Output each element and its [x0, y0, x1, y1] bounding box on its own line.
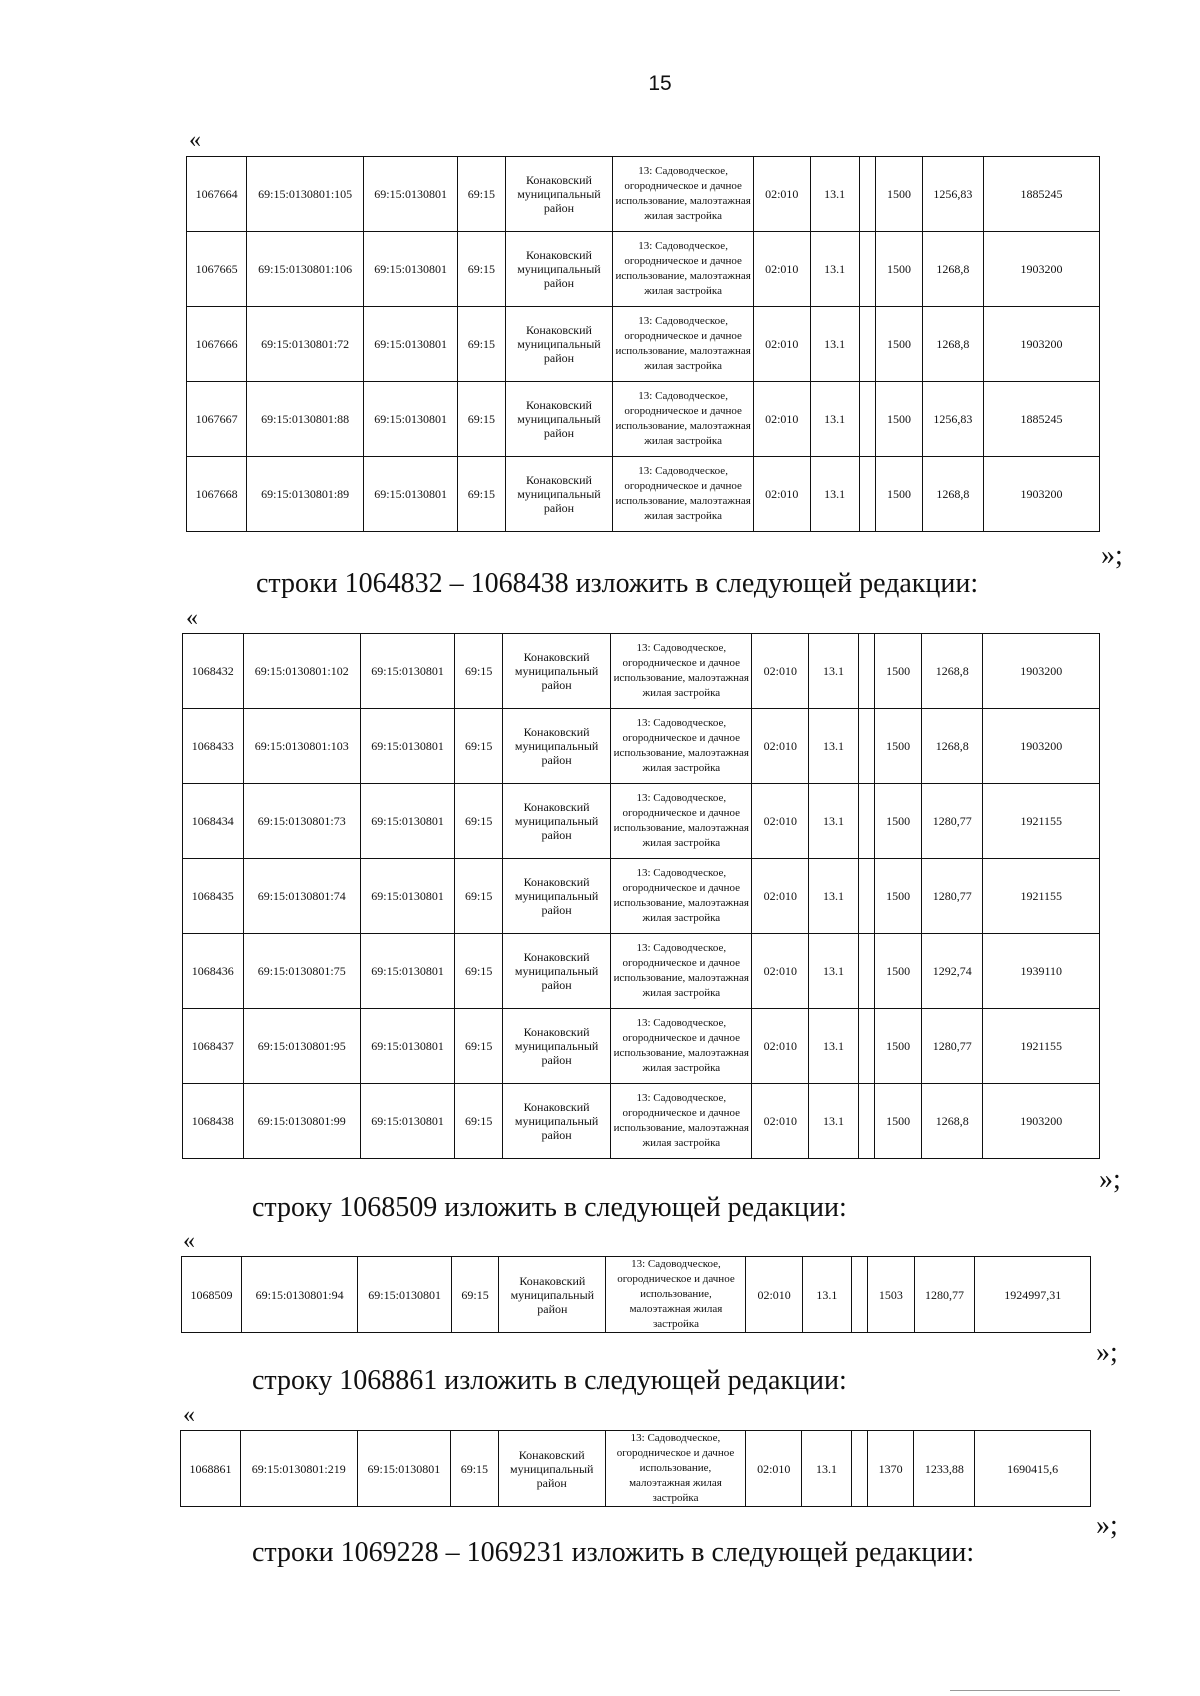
- cell-empty: [858, 709, 875, 784]
- cell-id: 1068509: [182, 1257, 242, 1333]
- cell-use: 13: Садоводческое, огородническое и дачное использование, малоэтажная жилая застройка: [613, 307, 754, 382]
- cell-group: 13.1: [810, 157, 859, 232]
- table-section-1: [182, 633, 1100, 1159]
- cell-code: 02:010: [752, 634, 809, 709]
- cell-district: Конаковский муниципальный район: [505, 307, 613, 382]
- cell-id: 1067668: [187, 457, 247, 532]
- cell-empty: [858, 859, 875, 934]
- cell-empty: [859, 157, 875, 232]
- cell-empty: [859, 457, 875, 532]
- cell-group: 13.1: [802, 1431, 851, 1507]
- cell-cad: 69:15:0130801:103: [243, 709, 360, 784]
- cell-block: 69:15:0130801: [360, 1009, 454, 1084]
- cell-block: 69:15:0130801: [360, 1084, 454, 1159]
- cell-district: Конаковский муниципальный район: [499, 1257, 606, 1333]
- cell-dist: 69:15: [455, 1009, 503, 1084]
- cell-id: 1068432: [183, 634, 244, 709]
- cell-district: Конаковский муниципальный район: [503, 634, 611, 709]
- instruction-text: строки 1064832 – 1068438 изложить в следующей редакции:: [256, 568, 979, 599]
- instruction-text: строки 1069228 – 1069231 изложить в следующей редакции:: [252, 1537, 975, 1568]
- cell-value: 1924997,31: [975, 1257, 1091, 1333]
- cell-spec: 1280,77: [922, 784, 983, 859]
- cell-empty: [858, 634, 875, 709]
- cell-block: 69:15:0130801: [360, 634, 454, 709]
- cell-id: 1068437: [183, 1009, 244, 1084]
- cell-code: 02:010: [746, 1257, 802, 1333]
- table-row: [181, 1431, 1091, 1507]
- cell-spec: 1268,8: [922, 307, 983, 382]
- cell-value: 1903200: [983, 634, 1100, 709]
- table-row: [187, 382, 1100, 457]
- cell-dist: 69:15: [455, 634, 503, 709]
- table-row: [183, 709, 1100, 784]
- cell-group: 13.1: [809, 784, 859, 859]
- cell-use: 13: Садоводческое, огородническое и дачное использование, малоэтажная жилая застройка: [611, 1009, 752, 1084]
- cell-use: 13: Садоводческое, огородническое и дачное использование, малоэтажная жилая застройка: [605, 1431, 745, 1507]
- cell-group: 13.1: [810, 382, 859, 457]
- quote-close: »;: [1101, 540, 1123, 571]
- quote-open: «: [186, 605, 198, 631]
- cell-code: 02:010: [753, 457, 810, 532]
- cell-code: 02:010: [753, 307, 810, 382]
- cell-use: 13: Садоводческое, огородническое и дачное использование, малоэтажная жилая застройка: [611, 634, 752, 709]
- cell-block: 69:15:0130801: [364, 457, 458, 532]
- cell-area: 1500: [875, 1009, 922, 1084]
- cell-dist: 69:15: [458, 382, 505, 457]
- cell-id: 1068436: [183, 934, 244, 1009]
- cell-value: 1939110: [983, 934, 1100, 1009]
- cell-empty: [858, 1084, 875, 1159]
- cell-use: 13: Садоводческое, огородническое и дачное использование, малоэтажная жилая застройка: [613, 382, 754, 457]
- table-row: [187, 307, 1100, 382]
- cell-id: 1068861: [181, 1431, 241, 1507]
- quote-close: »;: [1096, 1337, 1118, 1368]
- cell-block: 69:15:0130801: [358, 1257, 452, 1333]
- cell-block: 69:15:0130801: [360, 859, 454, 934]
- cell-spec: 1280,77: [914, 1257, 975, 1333]
- cell-area: 1500: [875, 634, 922, 709]
- cell-cad: 69:15:0130801:72: [247, 307, 364, 382]
- cell-district: Конаковский муниципальный район: [503, 1009, 611, 1084]
- cell-empty: [851, 1431, 867, 1507]
- table-row: [182, 1257, 1091, 1333]
- cell-district: Конаковский муниципальный район: [498, 1431, 605, 1507]
- cell-area: 1503: [868, 1257, 914, 1333]
- cell-dist: 69:15: [455, 934, 503, 1009]
- cell-dist: 69:15: [458, 307, 505, 382]
- cell-empty: [858, 784, 875, 859]
- cell-block: 69:15:0130801: [360, 784, 454, 859]
- cell-area: 1370: [867, 1431, 913, 1507]
- cell-use: 13: Садоводческое, огородническое и дачное использование, малоэтажная жилая застройка: [611, 859, 752, 934]
- cell-value: 1903200: [983, 307, 1099, 382]
- cell-value: 1921155: [983, 784, 1100, 859]
- quote-close: »;: [1096, 1510, 1118, 1541]
- cell-district: Конаковский муниципальный район: [503, 934, 611, 1009]
- cell-spec: 1292,74: [922, 934, 983, 1009]
- cell-area: 1500: [876, 382, 923, 457]
- cell-cad: 69:15:0130801:89: [247, 457, 364, 532]
- instruction-text: строку 1068509 изложить в следующей редакции:: [252, 1192, 847, 1223]
- cell-empty: [859, 382, 875, 457]
- cell-empty: [859, 307, 875, 382]
- cell-value: 1903200: [983, 457, 1099, 532]
- table-row: [187, 157, 1100, 232]
- cell-block: 69:15:0130801: [357, 1431, 451, 1507]
- cell-value: 1903200: [983, 1084, 1100, 1159]
- cell-area: 1500: [876, 232, 923, 307]
- cell-id: 1068435: [183, 859, 244, 934]
- table-section-2: [181, 1256, 1091, 1333]
- cell-dist: 69:15: [455, 784, 503, 859]
- cell-group: 13.1: [810, 307, 859, 382]
- cell-block: 69:15:0130801: [364, 232, 458, 307]
- cell-value: 1903200: [983, 232, 1099, 307]
- cell-id: 1068434: [183, 784, 244, 859]
- cell-cad: 69:15:0130801:88: [247, 382, 364, 457]
- table-row: [183, 784, 1100, 859]
- quote-open: «: [183, 1228, 195, 1254]
- cell-group: 13.1: [810, 232, 859, 307]
- quote-open: «: [189, 127, 201, 153]
- cell-dist: 69:15: [455, 1084, 503, 1159]
- table-row: [183, 934, 1100, 1009]
- cell-spec: 1268,8: [922, 232, 983, 307]
- cell-dist: 69:15: [458, 232, 505, 307]
- cell-value: 1921155: [983, 1009, 1100, 1084]
- cell-block: 69:15:0130801: [364, 157, 458, 232]
- cell-id: 1067666: [187, 307, 247, 382]
- table-row: [183, 1009, 1100, 1084]
- cell-district: Конаковский муниципальный район: [503, 1084, 611, 1159]
- cell-cad: 69:15:0130801:99: [243, 1084, 360, 1159]
- quote-open: «: [183, 1402, 195, 1428]
- cell-code: 02:010: [753, 382, 810, 457]
- cell-spec: 1280,77: [922, 859, 983, 934]
- cell-value: 1885245: [983, 382, 1099, 457]
- cell-spec: 1280,77: [922, 1009, 983, 1084]
- cell-id: 1068433: [183, 709, 244, 784]
- cell-use: 13: Садоводческое, огородническое и дачное использование, малоэтажная жилая застройка: [613, 457, 754, 532]
- cell-group: 13.1: [810, 457, 859, 532]
- table-row: [187, 232, 1100, 307]
- cell-group: 13.1: [809, 1009, 859, 1084]
- cell-cad: 69:15:0130801:102: [243, 634, 360, 709]
- cell-empty: [851, 1257, 867, 1333]
- cell-value: 1885245: [983, 157, 1099, 232]
- cell-group: 13.1: [809, 934, 859, 1009]
- cell-spec: 1233,88: [914, 1431, 975, 1507]
- cell-cad: 69:15:0130801:74: [243, 859, 360, 934]
- cell-code: 02:010: [752, 709, 809, 784]
- cell-block: 69:15:0130801: [364, 382, 458, 457]
- cell-use: 13: Садоводческое, огородническое и дачное использование, малоэтажная жилая застройка: [611, 709, 752, 784]
- cell-cad: 69:15:0130801:94: [241, 1257, 357, 1333]
- cell-area: 1500: [876, 457, 923, 532]
- cell-dist: 69:15: [451, 1431, 498, 1507]
- table-row: [183, 859, 1100, 934]
- cell-dist: 69:15: [451, 1257, 498, 1333]
- cell-group: 13.1: [809, 859, 859, 934]
- cell-dist: 69:15: [458, 457, 505, 532]
- cell-spec: 1256,83: [922, 157, 983, 232]
- cell-block: 69:15:0130801: [364, 307, 458, 382]
- cell-id: 1067664: [187, 157, 247, 232]
- cell-group: 13.1: [809, 1084, 859, 1159]
- cell-cad: 69:15:0130801:95: [243, 1009, 360, 1084]
- cell-spec: 1268,8: [922, 634, 983, 709]
- cell-area: 1500: [875, 859, 922, 934]
- instruction-text: строку 1068861 изложить в следующей редакции:: [252, 1365, 847, 1396]
- cell-id: 1067665: [187, 232, 247, 307]
- cell-use: 13: Садоводческое, огородническое и дачное использование, малоэтажная жилая застройка: [613, 157, 754, 232]
- cell-code: 02:010: [753, 157, 810, 232]
- cell-code: 02:010: [752, 784, 809, 859]
- cell-cad: 69:15:0130801:106: [247, 232, 364, 307]
- cell-use: 13: Садоводческое, огородническое и дачное использование, малоэтажная жилая застройка: [613, 232, 754, 307]
- cell-value: 1903200: [983, 709, 1100, 784]
- cell-group: 13.1: [809, 709, 859, 784]
- page-number: 15: [648, 72, 672, 95]
- cell-district: Конаковский муниципальный район: [505, 157, 613, 232]
- cell-code: 02:010: [752, 1084, 809, 1159]
- cell-cad: 69:15:0130801:219: [241, 1431, 357, 1507]
- cell-area: 1500: [875, 934, 922, 1009]
- cell-value: 1921155: [983, 859, 1100, 934]
- cell-code: 02:010: [746, 1431, 802, 1507]
- cell-area: 1500: [876, 307, 923, 382]
- cell-empty: [858, 934, 875, 1009]
- cell-empty: [858, 1009, 875, 1084]
- cell-spec: 1268,8: [922, 457, 983, 532]
- table-section-0: [186, 156, 1100, 532]
- cell-use: 13: Садоводческое, огородническое и дачное использование, малоэтажная жилая застройка: [611, 1084, 752, 1159]
- cell-dist: 69:15: [458, 157, 505, 232]
- cell-group: 13.1: [802, 1257, 851, 1333]
- cell-use: 13: Садоводческое, огородническое и дачное использование, малоэтажная жилая застройка: [611, 934, 752, 1009]
- cell-district: Конаковский муниципальный район: [505, 232, 613, 307]
- table-row: [183, 634, 1100, 709]
- cell-spec: 1268,8: [922, 1084, 983, 1159]
- cell-district: Конаковский муниципальный район: [505, 457, 613, 532]
- cell-cad: 69:15:0130801:105: [247, 157, 364, 232]
- cell-id: 1068438: [183, 1084, 244, 1159]
- cell-code: 02:010: [752, 859, 809, 934]
- cell-code: 02:010: [753, 232, 810, 307]
- cell-spec: 1268,8: [922, 709, 983, 784]
- cell-district: Конаковский муниципальный район: [503, 784, 611, 859]
- cell-district: Конаковский муниципальный район: [503, 859, 611, 934]
- scan-artifact-line: [950, 1690, 1120, 1691]
- cell-block: 69:15:0130801: [360, 709, 454, 784]
- cell-block: 69:15:0130801: [360, 934, 454, 1009]
- table-section-3: [180, 1430, 1091, 1507]
- cell-group: 13.1: [809, 634, 859, 709]
- cell-spec: 1256,83: [922, 382, 983, 457]
- cell-code: 02:010: [752, 1009, 809, 1084]
- cell-dist: 69:15: [455, 709, 503, 784]
- table-row: [183, 1084, 1100, 1159]
- cell-area: 1500: [875, 1084, 922, 1159]
- cell-use: 13: Садоводческое, огородническое и дачное использование, малоэтажная жилая застройка: [606, 1257, 746, 1333]
- cell-id: 1067667: [187, 382, 247, 457]
- cell-cad: 69:15:0130801:73: [243, 784, 360, 859]
- cell-code: 02:010: [752, 934, 809, 1009]
- quote-close: »;: [1099, 1164, 1121, 1195]
- cell-area: 1500: [875, 784, 922, 859]
- cell-area: 1500: [875, 709, 922, 784]
- table-row: [187, 457, 1100, 532]
- cell-empty: [859, 232, 875, 307]
- cell-use: 13: Садоводческое, огородническое и дачное использование, малоэтажная жилая застройка: [611, 784, 752, 859]
- cell-area: 1500: [876, 157, 923, 232]
- cell-district: Конаковский муниципальный район: [503, 709, 611, 784]
- cell-district: Конаковский муниципальный район: [505, 382, 613, 457]
- cell-cad: 69:15:0130801:75: [243, 934, 360, 1009]
- cell-dist: 69:15: [455, 859, 503, 934]
- cell-value: 1690415,6: [975, 1431, 1091, 1507]
